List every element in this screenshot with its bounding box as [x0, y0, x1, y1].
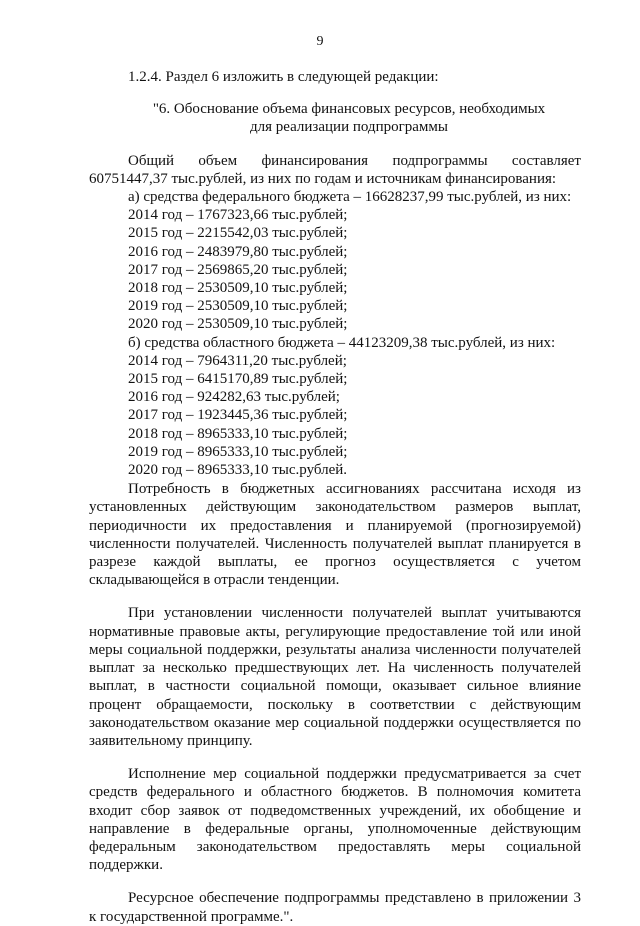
section-title-line-2: для реализации подпрограммы	[250, 119, 448, 136]
regional-budget-block	[89, 334, 581, 480]
regional-year-line: 2015 год – 6415170,89 тыс.рублей;	[128, 371, 348, 388]
document-body	[89, 68, 581, 926]
page-number: 9	[316, 34, 324, 49]
federal-year-line: 2017 год – 2569865,20 тыс.рублей;	[128, 261, 348, 278]
body-paragraph-recipients: При установлении численности получателей выплат учитываются нормативные правовые акты, регулирующие предоставление той или иной меры социальной поддержки, результаты анализа численности получателей выплат за несколько предшествующих лет. На численность получателей выплат, в частности социальной помощи, оказывает сильное влияние процент обращаемости, поскольку в соответствии с действующим законодательством оказание мер социальной поддержки осуществляется по заявительному принципу.	[89, 605, 581, 749]
regional-budget-header: б) средства областного бюджета – 44123209,38 тыс.рублей, из них:	[128, 334, 556, 351]
federal-budget-block	[89, 188, 581, 334]
federal-budget-header: а) средства федерального бюджета – 16628237,99 тыс.рублей, из них:	[128, 189, 572, 206]
regional-year-line: 2017 год – 1923445,36 тыс.рублей;	[128, 407, 348, 424]
regional-year-line: 2018 год – 8965333,10 тыс.рублей;	[128, 425, 348, 442]
intro-paragraph	[89, 152, 581, 188]
regional-year-line: 2016 год – 924282,63 тыс.рублей;	[128, 389, 340, 406]
federal-year-line: 2015 год – 2215542,03 тыс.рублей;	[128, 225, 348, 242]
body-paragraph-resources: Ресурсное обеспечение подпрограммы представлено в приложении 3 к государственной программе.".	[89, 890, 581, 925]
federal-year-line: 2020 год – 2530509,10 тыс.рублей;	[128, 316, 348, 333]
regional-year-line: 2020 год – 8965333,10 тыс.рублей.	[128, 462, 348, 479]
section-title-line-1: "6. Обоснование объема финансовых ресурсов, необходимых	[152, 101, 546, 118]
federal-year-line: 2019 год – 2530509,10 тыс.рублей;	[128, 298, 348, 315]
body-paragraph-needs: Потребность в бюджетных ассигнованиях рассчитана исходя из установленных действующим законодательством размеров выплат, периодичности их предоставления и планируемой (прогнозируемой) численности получателей. Численность получателей выплат планируется в разрезе каждой выплаты, ее прогноз осуществляется с учетом складывающейся в отрасли тенденции.	[89, 481, 581, 589]
intro-line-1: Общий объем финансирования подпрограммы составляет	[128, 152, 581, 169]
federal-year-line: 2016 год – 2483979,80 тыс.рублей;	[128, 243, 348, 260]
section-title	[89, 100, 581, 136]
federal-year-line: 2018 год – 2530509,10 тыс.рублей;	[128, 280, 348, 297]
regional-year-line: 2014 год – 7964311,20 тыс.рублей;	[128, 352, 347, 369]
federal-year-line: 2014 год – 1767323,66 тыс.рублей;	[128, 207, 348, 224]
intro-line-2: 60751447,37 тыс.рублей, из них по годам и источникам финансирования:	[89, 170, 557, 187]
amendment-heading: 1.2.4. Раздел 6 изложить в следующей редакции:	[128, 69, 439, 85]
body-paragraph-execution: Исполнение мер социальной поддержки предусматривается за счет средств федерального и областного бюджетов. В полномочия комитета входит сбор заявок от подведомственных учреждений, их обобщение и направление в федеральные органы, уполномоченные действующим федеральным законодательством предоставлять меры социальной поддержки.	[89, 766, 581, 874]
regional-year-line: 2019 год – 8965333,10 тыс.рублей;	[128, 443, 348, 460]
